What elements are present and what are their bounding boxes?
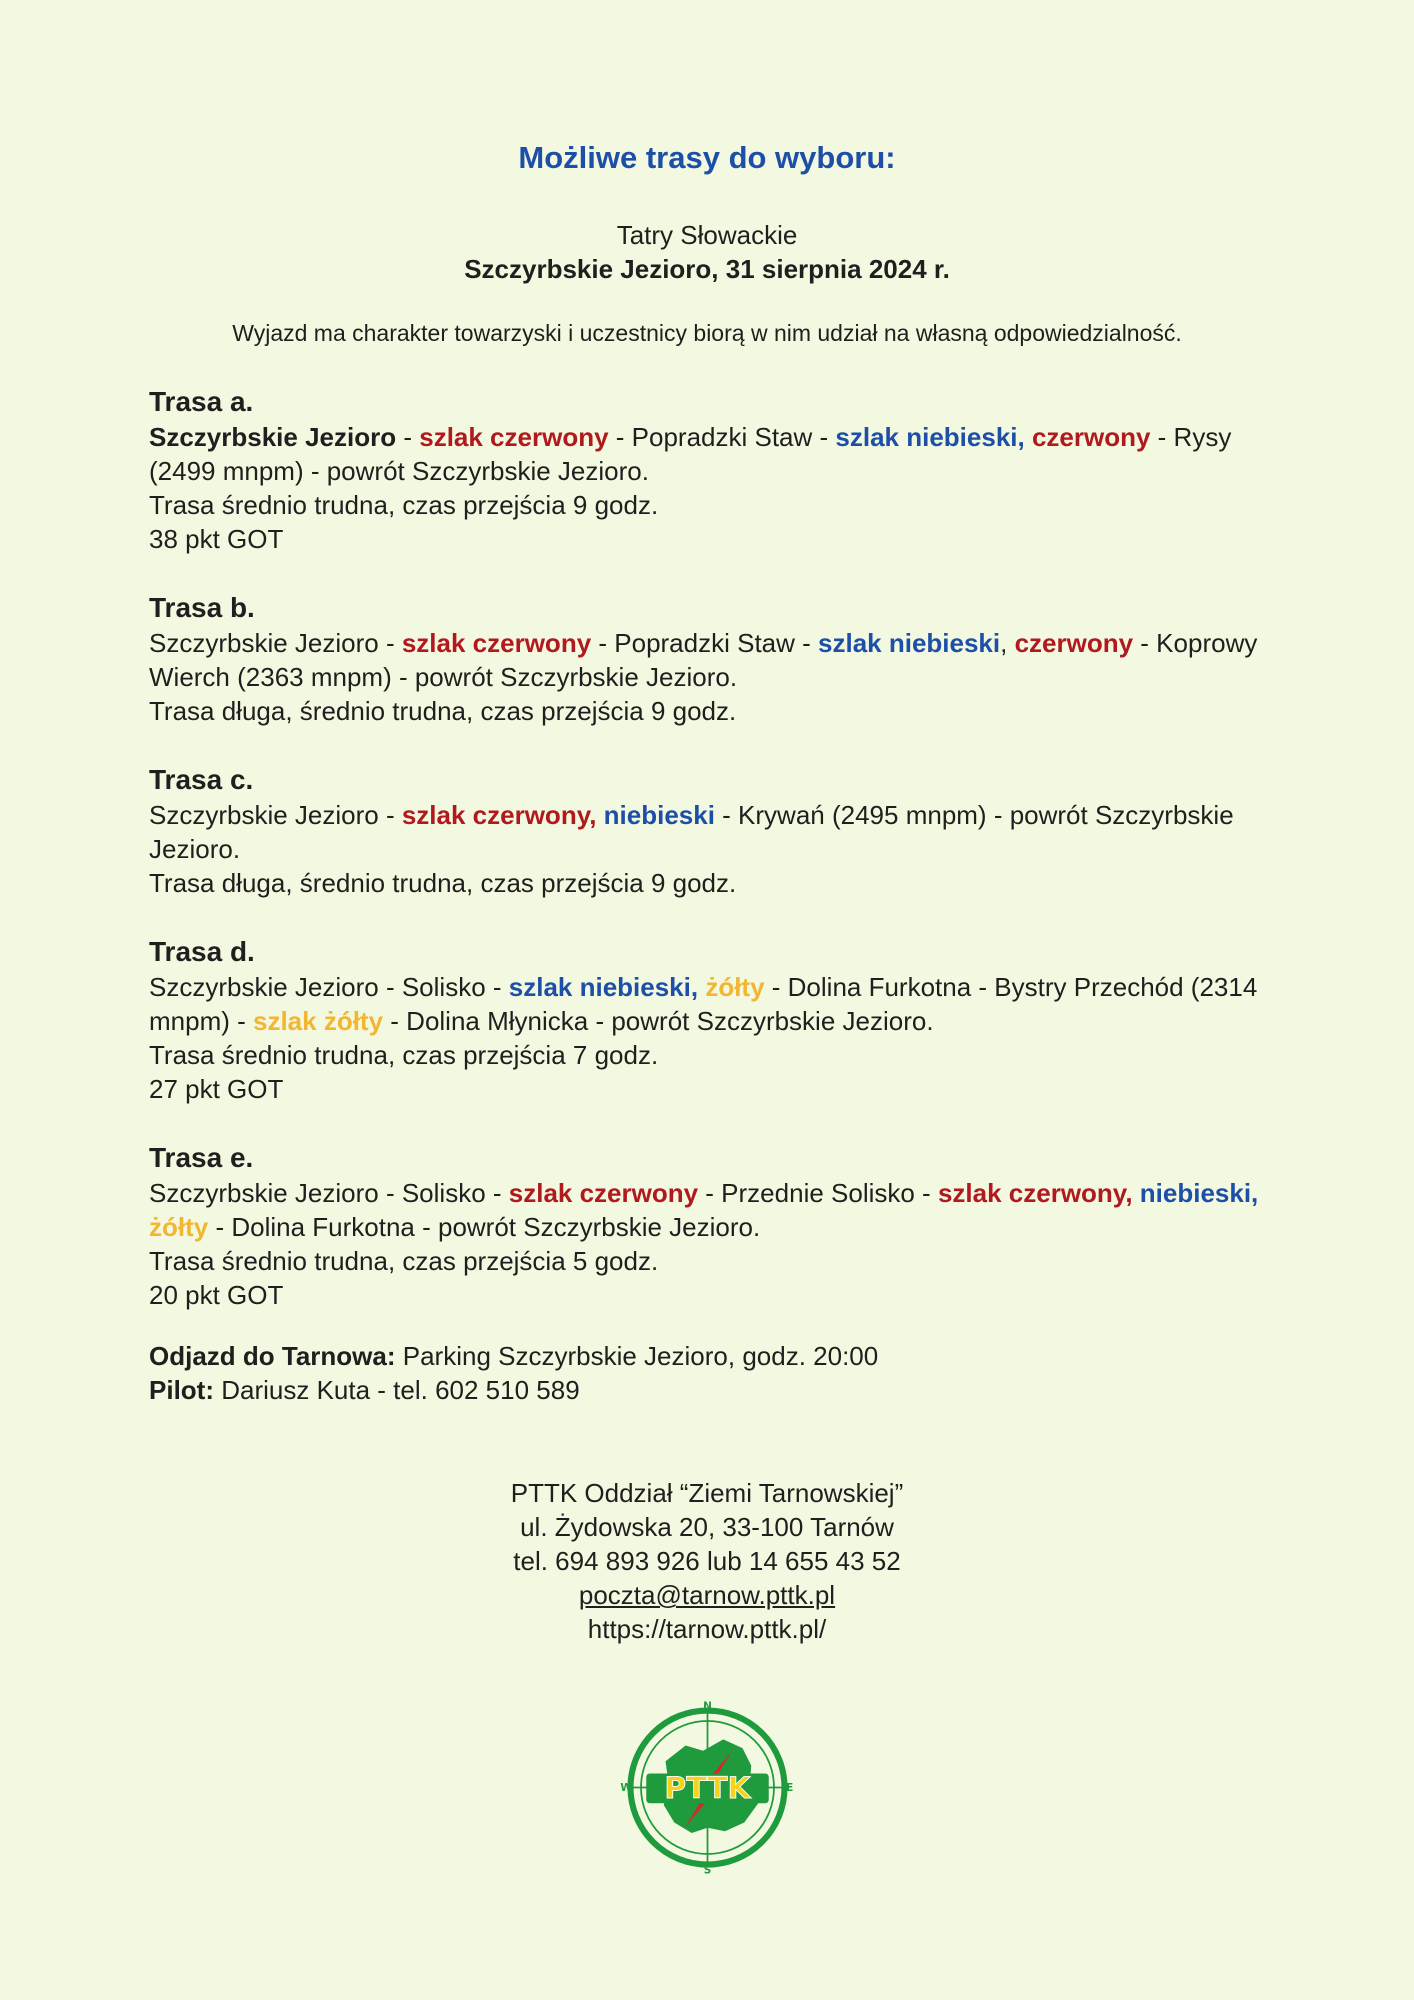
route-description [149,420,1279,488]
route-difficulty: Trasa długa, średnio trudna, czas przejścia 9 godz. [149,868,737,898]
route-description [149,798,1279,866]
departure-value: Parking Szczyrbskie Jezioro, godz. 20:00 [395,1341,879,1371]
route-text: - Popradzki Staw - [608,422,836,452]
route-text: - Popradzki Staw - [591,628,819,658]
departure-label: Odjazd do Tarnowa: [149,1341,396,1371]
route-text: - Rysy (2499 mnpm) - powrót Szczyrbskie Jezioro. [149,422,1232,486]
trail-red: czerwony [1024,422,1151,452]
trail-red: czerwony [1014,628,1134,658]
route-points: 38 pkt GOT [149,524,284,554]
route-description [149,626,1279,694]
pttk-logo-icon [620,1700,795,1875]
route-points: 20 pkt GOT [149,1280,284,1310]
route-difficulty: Trasa średnio trudna, czas przejścia 7 godz. [149,1040,659,1070]
route-difficulty: Trasa średnio trudna, czas przejścia 5 godz. [149,1246,659,1276]
route-heading: Trasa d. [149,936,255,967]
route-difficulty: Trasa średnio trudna, czas przejścia 9 godz. [149,490,659,520]
route-description [149,1176,1279,1244]
pilot-label: Pilot: [149,1375,214,1405]
route-text: Szczyrbskie Jezioro - Solisko - [149,972,509,1002]
route-text: - Dolina Młynicka - powrót Szczyrbskie Jezioro. [383,1006,934,1036]
route-text: - Dolina Furkotna - Bystry Przechód (2314 mnpm) - [149,972,1258,1036]
org-phone: tel. 694 893 926 lub 14 655 43 52 [513,1546,901,1576]
trail-blue: niebieski [596,800,715,830]
route-difficulty: Trasa długa, średnio trudna, czas przejścia 9 godz. [149,696,737,726]
date-subtitle: Szczyrbskie Jezioro, 31 sierpnia 2024 r. [464,254,950,284]
org-name: PTTK Oddział “Ziemi Tarnowskiej” [510,1478,904,1508]
website-link[interactable]: https://tarnow.pttk.pl/ [587,1614,827,1644]
route-text: - Dolina Furkotna - powrót Szczyrbskie Jezioro. [208,1212,761,1242]
route-heading: Trasa e. [149,1142,254,1173]
route-heading: Trasa c. [149,764,254,795]
compass-s: S [703,1864,712,1875]
disclaimer-text: Wyjazd ma charakter towarzyski i uczestnicy biorą w nim udział na własną odpowiedzialność. [232,320,1182,346]
route-text: Szczyrbskie Jezioro - [149,628,402,658]
compass-n: N [703,1700,712,1713]
route-start: Szczyrbskie Jezioro [149,422,397,452]
compass-e: E [786,1782,794,1794]
routes-list [149,384,1279,1346]
route-d [149,934,1279,1106]
compass-w: W [620,1782,632,1794]
trail-blue: niebieski, [1132,1178,1259,1208]
trail-red: szlak czerwony, [401,800,597,830]
trip-info [149,1339,1279,1407]
trail-yellow: szlak żółty [253,1006,384,1036]
trail-red: szlak czerwony [508,1178,699,1208]
route-e [149,1140,1279,1312]
departure-line [149,1339,1279,1373]
trail-blue: szlak niebieski, [835,422,1025,452]
pilot-line [149,1373,1279,1407]
trail-blue: szlak niebieski [818,628,1001,658]
pilot-value: Dariusz Kuta - tel. 602 510 589 [214,1375,580,1405]
region-subtitle: Tatry Słowackie [616,220,798,250]
route-text: Szczyrbskie Jezioro - Solisko - [149,1178,509,1208]
route-heading: Trasa b. [149,592,255,623]
trail-blue: szlak niebieski, [508,972,699,1002]
route-points: 27 pkt GOT [149,1074,284,1104]
route-description [149,970,1279,1038]
contact-block [0,1476,1414,1646]
route-heading: Trasa a. [149,386,254,417]
logo-text: PTTK [664,1771,751,1806]
route-text: Szczyrbskie Jezioro - [149,800,402,830]
trail-red: szlak czerwony [419,422,609,452]
route-c [149,762,1279,900]
route-a [149,384,1279,556]
route-text: - Koprowy Wierch (2363 mnpm) - powrót Szczyrbskie Jezioro. [149,628,1258,692]
route-text: - [396,422,420,452]
trail-red: szlak czerwony [401,628,592,658]
route-text: - Krywań (2495 mnpm) - powrót Szczyrbskie Jezioro. [149,800,1234,864]
org-address: ul. Żydowska 20, 33-100 Tarnów [520,1512,894,1542]
route-b [149,590,1279,728]
page-title: Możliwe trasy do wyboru: [518,140,896,175]
trail-red: szlak czerwony, [937,1178,1133,1208]
trail-yellow: żółty [149,1212,209,1242]
trail-yellow: żółty [698,972,765,1002]
email-link[interactable]: poczta@tarnow.pttk.pl [578,1580,836,1610]
route-text: , [1000,628,1015,658]
route-text: - Przednie Solisko - [698,1178,938,1208]
